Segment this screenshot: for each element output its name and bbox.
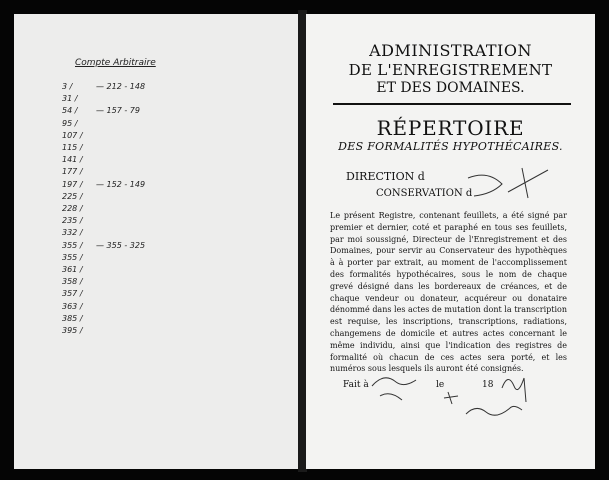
page-title: RÉPERTOIRE (376, 116, 525, 140)
entry-number: 228 / (62, 204, 83, 213)
pencil-mark (468, 175, 502, 196)
entry-number: 95 / (62, 118, 78, 128)
conservation-label: CONSERVATION d (376, 188, 473, 199)
entry-number: 395 / (62, 326, 83, 335)
signature (466, 406, 522, 415)
date-label: le (436, 380, 445, 390)
direction-label: DIRECTION d (346, 170, 425, 183)
entry-number: 197 / (62, 179, 83, 189)
pencil-mark (508, 168, 548, 198)
entry-number: 235 / (62, 216, 83, 226)
entry-number: 3 / (62, 82, 73, 91)
entry-number: 107 / (62, 130, 83, 140)
admin-line-2: DE L'ENREGISTREMENT (348, 61, 553, 79)
admin-line-1: ADMINISTRATION (369, 41, 532, 60)
entry-number: 141 / (62, 155, 83, 165)
entry-number: 361 / (62, 265, 83, 274)
left-page-heading: Compte Arbitraire (75, 58, 156, 68)
entry-number: 385 / (62, 313, 83, 323)
entry-number: 225 / (62, 191, 83, 201)
year-label: 18 (482, 380, 494, 390)
entry-number: 177 / (62, 167, 83, 177)
signature (444, 392, 458, 404)
entry-note: — 355 - 325 (96, 240, 146, 250)
entry-number: 363 / (62, 301, 83, 311)
entry-number: 332 / (62, 228, 83, 238)
admin-line-3: ET DES DOMAINES. (376, 80, 525, 96)
entry-note: — 212 - 148 (96, 82, 146, 91)
signature (502, 378, 526, 402)
entry-number: 357 / (62, 289, 83, 299)
page-subtitle: DES FORMALITÉS HYPOTHÉCAIRES. (338, 140, 563, 153)
entry-number: 355 / (62, 252, 83, 262)
entry-note: — 157 - 79 (96, 106, 140, 116)
entry-number: 54 / (62, 106, 78, 116)
entry-number: 31 / (62, 94, 78, 104)
fait-label: Fait à (343, 380, 369, 390)
entry-number: 355 / (62, 240, 83, 250)
entry-note: — 152 - 149 (96, 179, 146, 189)
certification-text: Le présent Registre, contenant feuillets, a été signé par premier et dernier, coté et paraphé en tous ses feuillets, par moi soussigné, Directeur de l'Enregistrement et des Domaines, pour servir au Conservateur des hypothèques à à porter par extrait, au moment de l'accomplissement des formalités hypothécaires, sous le nom de chaque grevé désigné dans les bordereaux de créances, et de chaque vendeur ou donateur, acquéreur ou donataire dénommé dans les actes de mutation dont la transcription est requise, les inscriptions, transcriptions, radiations, changemens de domicile et autres actes concernant le même individu, ainsi que l'indication des registres de formalité où chacun de ces actes sera porté, et les numéros sous lesquels ils auront été consignés. (330, 211, 567, 374)
entry-number: 115 / (62, 143, 83, 152)
entry-number: 358 / (62, 277, 83, 287)
signature (372, 378, 416, 400)
